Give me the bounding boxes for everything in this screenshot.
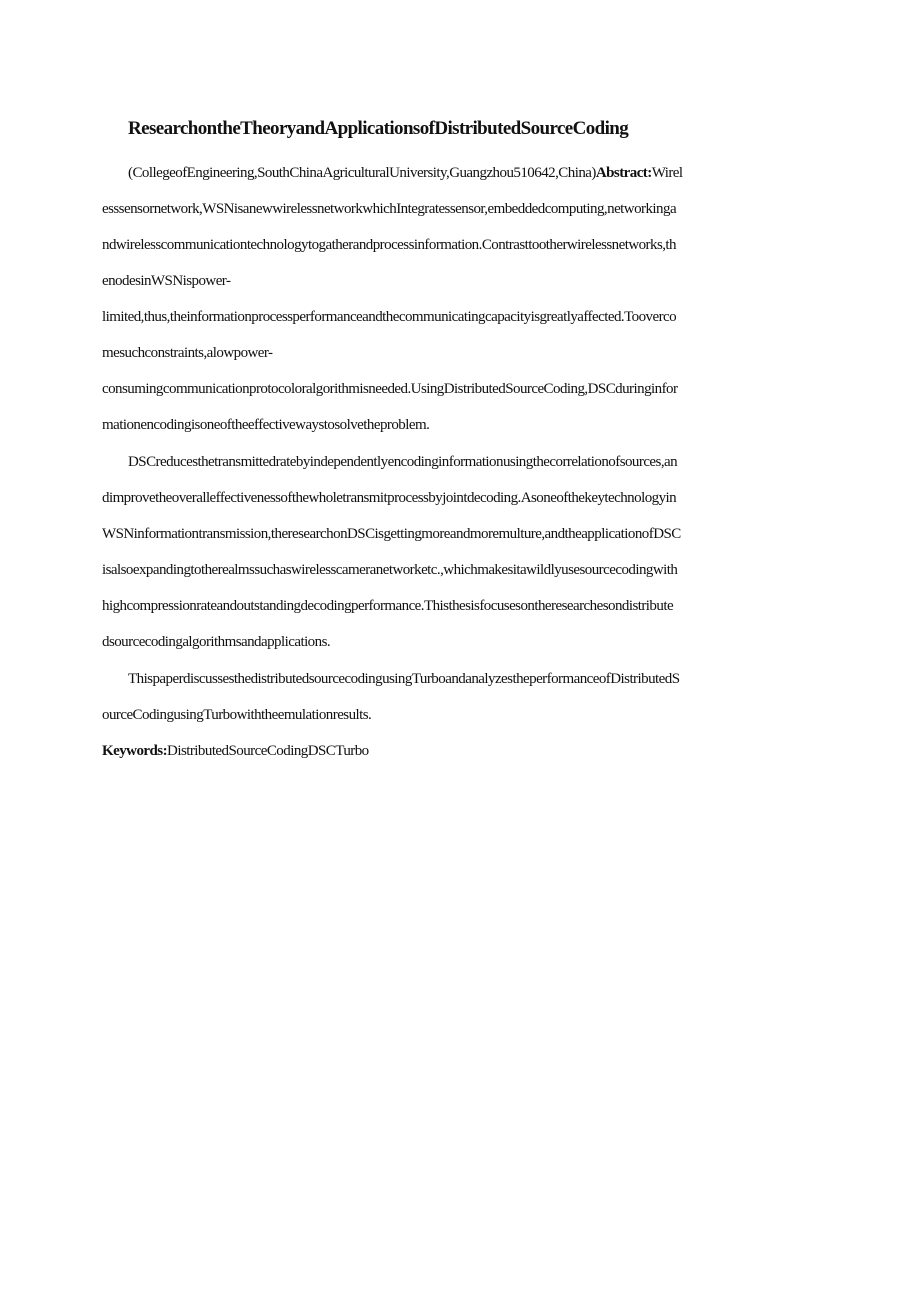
keywords-line: [102, 741, 369, 761]
abstract-line-6: mesuchconstraints,alowpower-: [102, 345, 273, 361]
abstract-line-1: [128, 163, 683, 183]
abstract-p3-line-1: ThispaperdiscussesthedistributedsourcecodingusingTurboandanalyzestheperformanceofDistributedS: [128, 671, 680, 687]
affiliation: (CollegeofEngineering,SouthChinaAgriculturalUniversity,Guangzhou510642,China): [128, 165, 596, 181]
abstract-p2-line-3: WSNinformationtransmission,theresearchonDSCisgettingmoreandmoremulture,andtheapplicationofDSC: [102, 526, 681, 542]
abstract-line-3: ndwirelesscommunicationtechnologytogatherandprocessinformation.Contrasttootherwirelessnetworks,th: [102, 237, 676, 253]
abstract-p2-line-2: dimprovetheoveralleffectivenessofthewholetransmitprocessbyjointdecoding.Asoneofthekeytechnologyin: [102, 490, 677, 506]
abstract-line-7: consumingcommunicationprotocoloralgorithmisneeded.UsingDistributedSourceCoding,DSCduringinfor: [102, 381, 678, 397]
abstract-p2-line-6: dsourcecodingalgorithmsandapplications.: [102, 634, 331, 650]
abstract-line-2: esssensornetwork,WSNisanewwirelessnetworkwhichIntegratessensor,embeddedcomputing,networkinga: [102, 201, 677, 217]
abstract-p2-line-1: DSCreducesthetransmittedratebyindependentlyencodinginformationusingthecorrelationofsources,an: [128, 454, 678, 470]
abstract-text: Wirel: [651, 165, 683, 181]
keywords-value: DistributedSourceCodingDSCTurbo: [167, 743, 369, 759]
abstract-line-8: mationencodingisoneoftheeffectivewaystosolvetheproblem.: [102, 417, 430, 433]
keywords-label: Keywords:: [102, 743, 168, 759]
paper-title: ResearchontheTheoryandApplicationsofDistributedSourceCoding: [128, 118, 629, 139]
abstract-line-5: limited,thus,theinformationprocessperformanceandthecommunicatingcapacityisgreatlyaffected.Tooverco: [102, 309, 677, 325]
abstract-p3-line-2: ourceCodingusingTurbowiththeemulationresults.: [102, 707, 372, 723]
abstract-line-4: enodesinWSNispower-: [102, 273, 231, 289]
abstract-label: Abstract:: [595, 165, 652, 181]
abstract-p2-line-5: highcompressionrateandoutstandingdecodingperformance.Thisthesisfocusesontheresearchesondistribute: [102, 598, 674, 614]
abstract-p2-line-4: isalsoexpandingtotherealmssuchaswirelesscameranetworketc.,whichmakesitawildlyusesourcecodingwith: [102, 562, 678, 578]
